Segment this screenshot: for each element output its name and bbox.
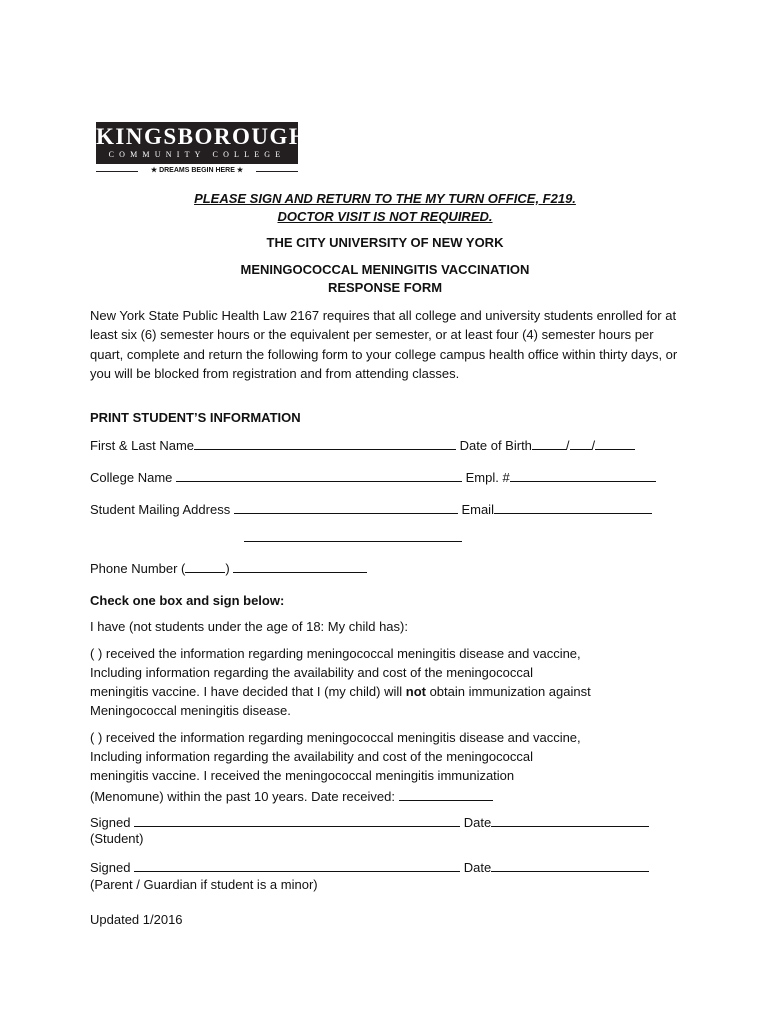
parent-signed-label: Signed bbox=[90, 860, 131, 875]
option-received-line3: meningitis vaccine. I received the meningococcal meningitis immunization bbox=[90, 768, 515, 783]
option-decline-line3-post: obtain immunization against bbox=[425, 684, 591, 699]
date-received-field[interactable] bbox=[399, 786, 493, 801]
return-instruction: PLEASE SIGN AND RETURN TO THE MY TURN OFFICE, F219. bbox=[194, 191, 576, 206]
address-field[interactable] bbox=[234, 499, 458, 514]
phone-area-code-field[interactable] bbox=[185, 558, 225, 573]
logo-tagline: ★ DREAMS BEGIN HERE ★ bbox=[150, 167, 244, 174]
form-title-line2: RESPONSE FORM bbox=[327, 280, 443, 295]
option-received-line1[interactable] bbox=[90, 729, 581, 747]
i-have-text: I have (not students under the age of 18: My child has): bbox=[90, 619, 408, 634]
empl-field[interactable] bbox=[510, 467, 656, 482]
student-signature-field[interactable] bbox=[134, 812, 460, 827]
parent-signature-field[interactable] bbox=[134, 857, 460, 872]
option-received-line2: Including information regarding the availability and cost of the meningococcal bbox=[90, 749, 533, 764]
name-field[interactable] bbox=[194, 435, 456, 450]
updated-date: Updated 1/2016 bbox=[90, 912, 183, 927]
empl-label: Empl. # bbox=[465, 470, 510, 485]
option-decline-line4: Meningococcal meningitis disease. bbox=[90, 703, 291, 718]
option-decline-line3 bbox=[90, 683, 591, 701]
option-decline-line1[interactable] bbox=[90, 645, 581, 663]
dob-year-field[interactable] bbox=[595, 435, 635, 450]
student-signature-row bbox=[90, 812, 649, 832]
option-received-text1: ( ) received the information regarding meningococcal meningitis disease and vaccine, bbox=[90, 730, 581, 745]
option-decline-not: not bbox=[405, 684, 426, 699]
address-row bbox=[90, 499, 652, 519]
email-field[interactable] bbox=[494, 499, 652, 514]
phone-row bbox=[90, 558, 367, 578]
dob-day-field[interactable] bbox=[570, 435, 592, 450]
phone-label: Phone Number ( bbox=[90, 561, 186, 576]
college-label: College Name bbox=[90, 470, 173, 485]
form-title-line1: MENINGOCOCCAL MENINGITIS VACCINATION bbox=[240, 262, 530, 277]
option-decline-line3-pre: meningitis vaccine. I have decided that I (my child) will bbox=[90, 684, 406, 699]
date-received-label: (Menomune) within the past 10 years. Date received: bbox=[90, 789, 395, 804]
college-logo bbox=[96, 122, 309, 178]
intro-paragraph: New York State Public Health Law 2167 requires that all college and university students enrolled for at least six (6) semester hours or the equivalent per semester, or at least four (4) semester hours per quart, complete and return the following form to your college campus health office within thirty days, or you will be blocked from registration and from attending classes. bbox=[90, 308, 678, 382]
check-heading: Check one box and sign below: bbox=[90, 593, 285, 608]
logo-name: KINGSBOROUGH bbox=[96, 124, 309, 149]
parent-signature-row bbox=[90, 857, 649, 877]
option-decline-text1: ( ) received the information regarding meningococcal meningitis disease and vaccine, bbox=[90, 646, 581, 661]
student-note: (Student) bbox=[90, 831, 144, 846]
name-label: First & Last Name bbox=[90, 438, 195, 453]
student-signed-label: Signed bbox=[90, 815, 131, 830]
option-decline-line2: Including information regarding the availability and cost of the meningococcal bbox=[90, 665, 533, 680]
name-row: First & Last Name Date of Birth / / bbox=[90, 435, 635, 455]
doctor-visit-note: DOCTOR VISIT IS NOT REQUIRED. bbox=[277, 209, 493, 224]
college-row bbox=[90, 467, 656, 487]
college-field[interactable] bbox=[176, 467, 462, 482]
university-name: THE CITY UNIVERSITY OF NEW YORK bbox=[266, 235, 504, 250]
parent-note: (Parent / Guardian if student is a minor) bbox=[90, 877, 318, 892]
parent-date-label: Date bbox=[463, 860, 492, 875]
parent-date-field[interactable] bbox=[491, 857, 649, 872]
logo-subtitle: COMMUNITY COLLEGE bbox=[108, 150, 286, 159]
address-label: Student Mailing Address bbox=[90, 502, 231, 517]
student-date-field[interactable] bbox=[491, 812, 649, 827]
dob-month-field[interactable] bbox=[532, 435, 566, 450]
address-line2-field[interactable] bbox=[244, 541, 462, 542]
student-info-heading: PRINT STUDENT’S INFORMATION bbox=[90, 410, 301, 425]
phone-paren: ) bbox=[225, 561, 230, 576]
student-date-label: Date bbox=[463, 815, 492, 830]
email-label: Email bbox=[461, 502, 494, 517]
phone-number-field[interactable] bbox=[233, 558, 367, 573]
option-received-line4 bbox=[90, 786, 493, 806]
dob-label: Date of Birth bbox=[459, 438, 532, 453]
